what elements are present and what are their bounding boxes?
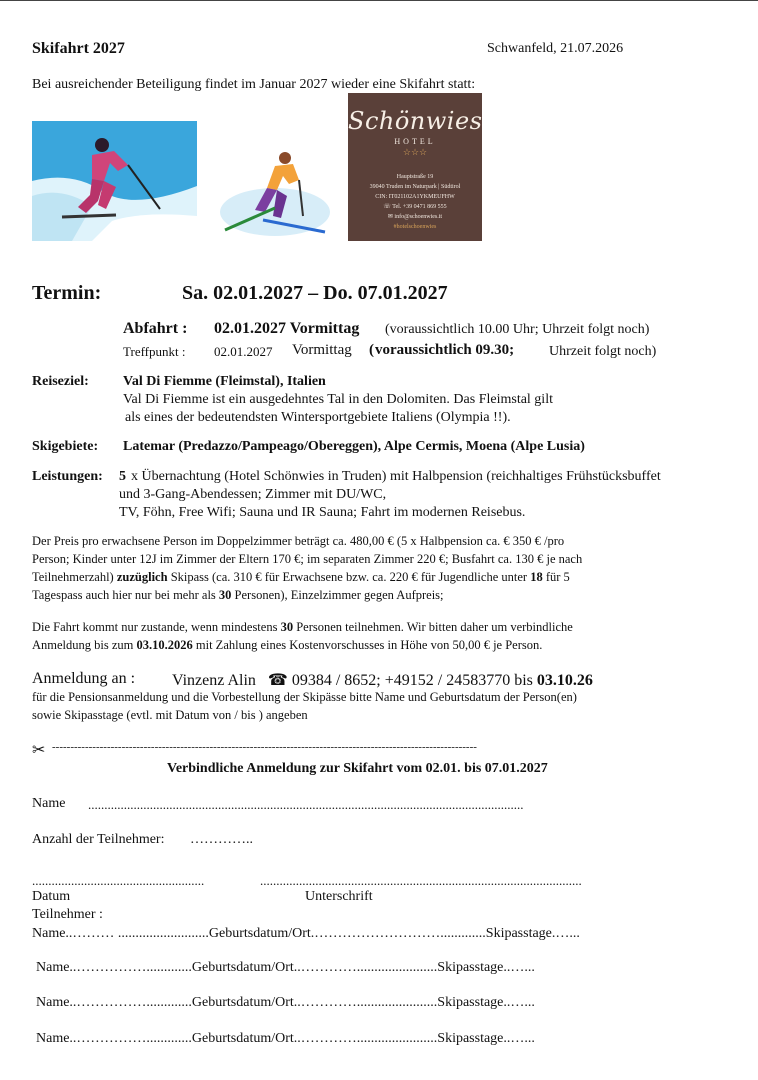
top-border: [0, 0, 758, 1]
hotel-phone: ☏ Tel. +39 0471 869 555: [383, 204, 447, 210]
treffpunkt-note: Uhrzeit folgt noch): [549, 344, 657, 359]
abfahrt-note: (voraussichtlich 10.00 Uhr; Uhrzeit folgt noch): [385, 322, 650, 337]
form-title: Verbindliche Anmeldung zur Skifahrt vom 02.01. bis 07.01.2027: [167, 761, 548, 776]
page-title: Skifahrt 2027: [32, 40, 125, 57]
teilnahme-line-1: Die Fahrt kommt nur zustande, wenn mindestens 30 Personen teilnehmen. Wir bitten daher um verbindliche: [32, 620, 573, 634]
preis-line-2: Person; Kinder unter 12J im Zimmer der Eltern 170 €; im separaten Zimmer 220 €; Busfahrt ca. 130 € je nach: [32, 552, 583, 566]
abfahrt-label: Abfahrt :: [123, 320, 188, 337]
participant-row[interactable]: Name..…………….............Geburtsdatum/Ort..………….......................Skipasstage..…...: [36, 1031, 535, 1046]
hotel-hashtag: #hotelschoenwies: [393, 224, 437, 230]
reiseziel-title: Val Di Fiemme (Fleimstal), Italien: [123, 374, 326, 389]
leistungen-line-1: x Übernachtung (Hotel Schönwies in Truden) mit Halbpension (reichhaltiges Frühstücksbuffet: [131, 469, 661, 484]
reiseziel-label: Reiseziel:: [32, 374, 89, 389]
preis-line-4: Tagespass auch hier nur bei mehr als 30 Personen), Einzelzimmer gegen Aufpreis;: [32, 588, 444, 602]
treffpunkt-highlight: voraussichtlich 09.30;: [375, 342, 515, 358]
abfahrt-value: 02.01.2027 Vormittag: [214, 320, 360, 337]
phone-icon: ☎: [267, 670, 288, 689]
leistungen-num: 5: [119, 469, 126, 484]
form-count-field[interactable]: …………..: [190, 832, 253, 847]
form-name-label: Name: [32, 796, 66, 811]
hotel-cin: CIN: IT021102A1YKMEUFHW: [375, 194, 455, 200]
skigebiete-label: Skigebiete:: [32, 439, 99, 454]
treffpunkt-date: 02.01.2027: [214, 344, 273, 359]
participant-row[interactable]: Name..……… ..........................Geburtsdatum/Ort.……………………….............Skipasstage.…...: [32, 926, 580, 941]
treffpunkt-open-paren: (: [369, 342, 374, 358]
form-signature-field[interactable]: ...................................................................................................: [260, 873, 582, 888]
hotel-logo-card: [348, 93, 482, 241]
hotel-stars: ☆☆☆: [402, 147, 428, 157]
reiseziel-desc-1: Val Di Fiemme ist ein ausgedehntes Tal in den Dolomiten. Das Fleimstal gilt: [123, 392, 553, 407]
leistungen-line-3: TV, Föhn, Free Wifi; Sauna und IR Sauna; Fahrt im modernen Reisebus.: [119, 505, 526, 520]
hotel-logo-text: Schönwies: [348, 107, 483, 135]
termin-label: Termin:: [32, 282, 102, 304]
hotel-address-street: Hauptstraße 19: [396, 174, 434, 180]
form-name-field[interactable]: ......................................................................................................................................: [88, 797, 524, 812]
skigebiete-value: Latemar (Predazzo/Pampeago/Obereggen), Alpe Cermis, Moena (Alpe Lusia): [123, 439, 585, 454]
hotel-address-city: 39040 Truden im Naturpark | Südtirol: [369, 184, 461, 190]
form-date-field[interactable]: .....................................................: [32, 873, 205, 888]
scissors-icon: ✂: [32, 740, 46, 759]
leistungen-line-2: und 3-Gang-Abendessen; Zimmer mit DU/WC,: [119, 487, 387, 502]
form-count-label: Anzahl der Teilnehmer:: [32, 832, 165, 847]
anmeldung-info-1: für die Pensionsanmeldung und die Vorbestellung der Skipässe bitte Name und Geburtsdatum der Person(en): [32, 690, 577, 704]
intro-text: Bei ausreichender Beteiligung findet im Januar 2027 wieder eine Skifahrt statt:: [32, 77, 476, 92]
downhill-skier-image: [32, 121, 197, 241]
hotel-label: HOTEL: [394, 137, 436, 146]
participant-row[interactable]: Name..…………….............Geburtsdatum/Ort..………….......................Skipasstage..…...: [36, 995, 535, 1010]
anmeldung-info-2: sowie Skipasstage (evtl. mit Datum von / bis ) angeben: [32, 708, 308, 722]
leistungen-label: Leistungen:: [32, 469, 103, 484]
anmeldung-contact: Vinzenz Alin ☎ 09384 / 8652; +49152 / 24583770 bis 03.10.26: [172, 670, 593, 689]
teilnahme-line-2: Anmeldung bis zum 03.10.2026 mit Zahlung eines Kostenvorschusses in Höhe von 50,00 € je Person.: [32, 638, 543, 652]
hotel-email: ✉ info@schoenwies.it: [387, 214, 443, 220]
preis-line-1: Der Preis pro erwachsene Person im Doppelzimmer beträgt ca. 480,00 € (5 x Halbpension ca. € 350 € /pro: [32, 534, 565, 548]
form-participants-label: Teilnehmer :: [32, 907, 103, 922]
participant-row[interactable]: Name..…………….............Geburtsdatum/Ort..………….......................Skipasstage..…...: [36, 960, 535, 975]
form-signature-label: Unterschrift: [305, 889, 373, 904]
place-date: Schwanfeld, 21.07.2026: [487, 41, 624, 56]
treffpunkt-time-label: Vormittag: [292, 342, 352, 358]
anmeldung-label: Anmeldung an :: [32, 670, 136, 687]
reiseziel-desc-2: als eines der bedeutendsten Wintersportgebiete Italiens (Olympia !!).: [125, 410, 511, 425]
cross-country-skier-image: [215, 150, 330, 238]
termin-value: Sa. 02.01.2027 – Do. 07.01.2027: [182, 282, 448, 304]
form-date-label: Datum: [32, 889, 71, 904]
preis-line-3: Teilnehmerzahl) zuzüglich Skipass (ca. 310 € für Erwachsene bzw. ca. 220 € für Jugendliche unter 18 für 5: [32, 570, 570, 584]
cut-line: --------------------------------------------------------------------------------------------------------------------: [52, 741, 477, 753]
treffpunkt-label: Treffpunkt :: [123, 344, 186, 359]
